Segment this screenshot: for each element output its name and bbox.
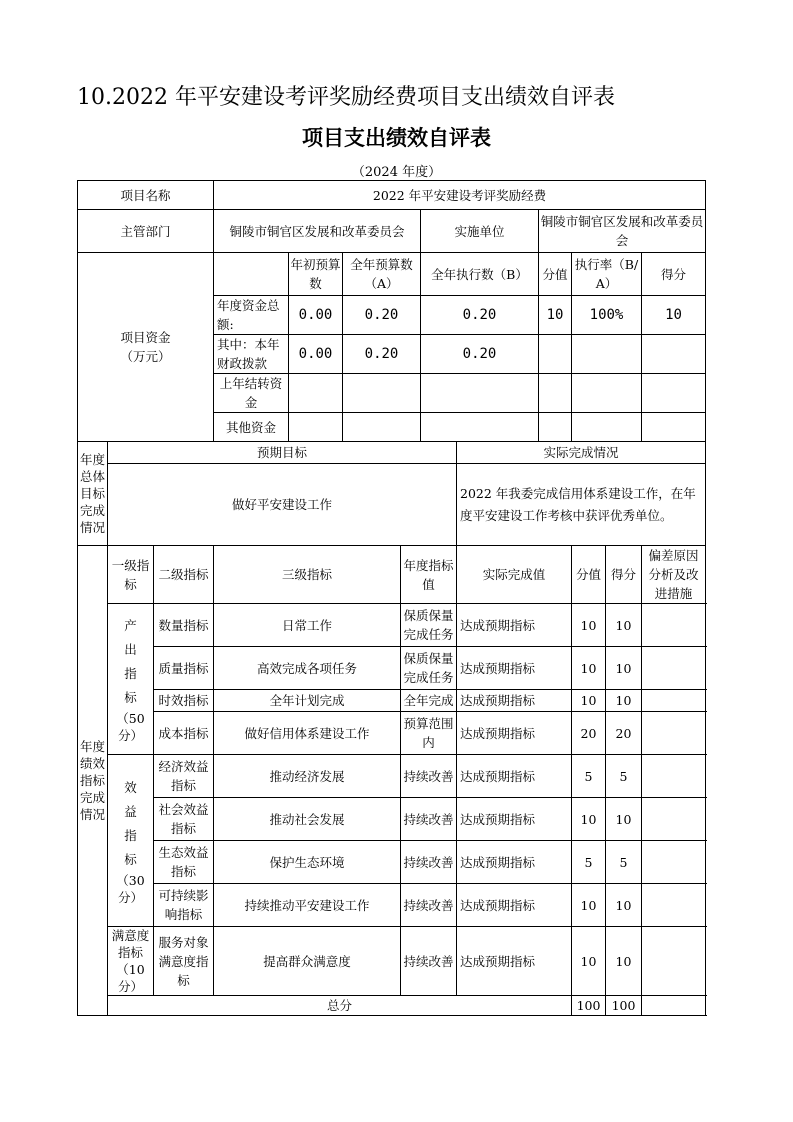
indicator-target: 持续改善 bbox=[401, 841, 457, 884]
department-row bbox=[78, 210, 706, 253]
satisfaction-indicator-label bbox=[108, 927, 154, 996]
funds-header-blank bbox=[214, 253, 289, 296]
dept-label: 主管部门 bbox=[78, 210, 214, 253]
indicator-actual: 达成预期指标 bbox=[457, 755, 572, 798]
impl-label: 实施单位 bbox=[421, 210, 539, 253]
indicator-target: 保质保量完成任务 bbox=[401, 647, 457, 690]
indicator-score-value: 10 bbox=[572, 927, 606, 996]
output-indicator-label bbox=[108, 604, 154, 755]
indicator-score-value: 5 bbox=[572, 841, 606, 884]
indicator-l3: 日常工作 bbox=[214, 604, 401, 647]
goals-expected: 做好平安建设工作 bbox=[108, 464, 457, 546]
indicator-l2: 时效指标 bbox=[154, 690, 214, 712]
funds-header-row bbox=[78, 253, 706, 296]
funds-total-score: 10 bbox=[642, 296, 706, 335]
indicator-actual: 达成预期指标 bbox=[457, 690, 572, 712]
indicator-row bbox=[78, 884, 706, 927]
indicator-score: 10 bbox=[606, 647, 642, 690]
indicator-l2: 数量指标 bbox=[154, 604, 214, 647]
indicator-score-value: 10 bbox=[572, 798, 606, 841]
indicator-target: 保质保量完成任务 bbox=[401, 604, 457, 647]
funds-head-full: 全年预算数（A） bbox=[343, 253, 421, 296]
document-title: 10.2022 年平安建设考评奖励经费项目支出绩效自评表 bbox=[77, 85, 615, 110]
indicator-l2: 质量指标 bbox=[154, 647, 214, 690]
indicator-l3: 全年计划完成 bbox=[214, 690, 401, 712]
indicator-reason bbox=[642, 798, 706, 841]
funds-fiscal-label: 其中：本年财政拨款 bbox=[214, 335, 289, 374]
indicator-l2: 经济效益指标 bbox=[154, 755, 214, 798]
indicator-score-value: 20 bbox=[572, 712, 606, 755]
indicator-l2: 可持续影响指标 bbox=[154, 884, 214, 927]
funds-total-score-value: 10 bbox=[539, 296, 572, 335]
project-name-row bbox=[78, 181, 706, 210]
indicator-target: 持续改善 bbox=[401, 755, 457, 798]
goals-actual: 2022 年我委完成信用体系建设工作，在年度平安建设工作考核中获评优秀单位。 bbox=[457, 464, 706, 546]
indicator-row bbox=[78, 927, 706, 996]
total-row bbox=[78, 996, 706, 1016]
indicator-actual: 达成预期指标 bbox=[457, 884, 572, 927]
benefit-label-text: 效益指标 bbox=[124, 779, 137, 867]
indicator-l3: 高效完成各项任务 bbox=[214, 647, 401, 690]
project-name-value: 2022 年平安建设考评奖励经费 bbox=[214, 181, 706, 210]
output-points-text: （50 分） bbox=[116, 711, 145, 743]
indicators-head-l1: 一级指标 bbox=[108, 546, 154, 604]
indicator-actual: 达成预期指标 bbox=[457, 841, 572, 884]
dept-value: 铜陵市铜官区发展和改革委员会 bbox=[214, 210, 421, 253]
indicators-head-score-value: 分值 bbox=[572, 546, 606, 604]
indicator-score: 10 bbox=[606, 690, 642, 712]
funds-head-score: 得分 bbox=[642, 253, 706, 296]
indicator-reason bbox=[642, 647, 706, 690]
indicator-score: 10 bbox=[606, 927, 642, 996]
indicator-score: 10 bbox=[606, 604, 642, 647]
indicator-row bbox=[78, 841, 706, 884]
indicator-reason bbox=[642, 690, 706, 712]
indicator-score-value: 5 bbox=[572, 755, 606, 798]
funds-label bbox=[78, 253, 214, 442]
funds-head-score-value: 分值 bbox=[539, 253, 572, 296]
satisfaction-label-text: 满意度指标 bbox=[111, 928, 150, 960]
satisfaction-points-text: （10 分） bbox=[116, 962, 145, 994]
indicators-head-target: 年度指标值 bbox=[401, 546, 457, 604]
indicator-l2: 生态效益指标 bbox=[154, 841, 214, 884]
indicators-head-l2: 二级指标 bbox=[154, 546, 214, 604]
funds-carryover-label: 上年结转资金 bbox=[214, 374, 289, 413]
indicator-score: 5 bbox=[606, 841, 642, 884]
indicators-head-score: 得分 bbox=[606, 546, 642, 604]
funds-total-rate: 100% bbox=[572, 296, 642, 335]
indicator-score-value: 10 bbox=[572, 690, 606, 712]
indicators-head-actual: 实际完成值 bbox=[457, 546, 572, 604]
funds-other-label: 其他资金 bbox=[214, 413, 289, 442]
funds-total-label: 年度资金总额: bbox=[214, 296, 289, 335]
indicator-l3: 持续推动平安建设工作 bbox=[214, 884, 401, 927]
indicator-actual: 达成预期指标 bbox=[457, 647, 572, 690]
indicator-score-value: 10 bbox=[572, 884, 606, 927]
indicator-actual: 达成预期指标 bbox=[457, 927, 572, 996]
performance-evaluation-table bbox=[77, 180, 706, 1016]
indicator-reason bbox=[642, 712, 706, 755]
indicators-section-label: 年度绩效指标完成情况 bbox=[78, 546, 108, 1016]
project-name-label: 项目名称 bbox=[78, 181, 214, 210]
indicators-head-reason: 偏差原因分析及改进措施 bbox=[642, 546, 706, 604]
indicator-l3: 提高群众满意度 bbox=[214, 927, 401, 996]
table-title: 项目支出绩效自评表 bbox=[302, 126, 491, 150]
funds-total-initial: 0.00 bbox=[289, 296, 343, 335]
indicator-row bbox=[78, 604, 706, 647]
funds-label-line2: （万元） bbox=[120, 349, 171, 364]
goals-label: 年度总体目标完成情况 bbox=[78, 442, 108, 546]
output-label-text: 产出指标 bbox=[124, 618, 137, 705]
impl-value: 铜陵市铜官区发展和改革委员会 bbox=[539, 210, 706, 253]
indicator-row bbox=[78, 647, 706, 690]
indicator-actual: 达成预期指标 bbox=[457, 712, 572, 755]
indicator-target: 全年完成 bbox=[401, 690, 457, 712]
funds-fiscal-full: 0.20 bbox=[343, 335, 421, 374]
funds-label-line1: 项目资金 bbox=[120, 330, 171, 345]
indicator-target: 预算范围内 bbox=[401, 712, 457, 755]
goals-expected-head: 预期目标 bbox=[108, 442, 457, 464]
report-year: （2024 年度） bbox=[351, 165, 442, 180]
indicator-l2: 成本指标 bbox=[154, 712, 214, 755]
indicators-header-row bbox=[78, 546, 706, 604]
total-score-value: 100 bbox=[572, 996, 606, 1016]
benefit-indicator-label bbox=[108, 755, 154, 927]
funds-total-exec: 0.20 bbox=[421, 296, 539, 335]
indicator-target: 持续改善 bbox=[401, 927, 457, 996]
indicator-target: 持续改善 bbox=[401, 884, 457, 927]
indicator-actual: 达成预期指标 bbox=[457, 604, 572, 647]
indicator-score-value: 10 bbox=[572, 647, 606, 690]
funds-head-exec: 全年执行数（B） bbox=[421, 253, 539, 296]
indicator-reason bbox=[642, 927, 706, 996]
indicator-l3: 保护生态环境 bbox=[214, 841, 401, 884]
benefit-points-text: （30 分） bbox=[116, 872, 145, 905]
indicator-reason bbox=[642, 841, 706, 884]
indicator-row bbox=[78, 712, 706, 755]
indicator-l3: 推动经济发展 bbox=[214, 755, 401, 798]
funds-head-rate: 执行率（B/A） bbox=[572, 253, 642, 296]
indicator-reason bbox=[642, 604, 706, 647]
indicator-l3: 做好信用体系建设工作 bbox=[214, 712, 401, 755]
indicator-score: 10 bbox=[606, 798, 642, 841]
indicator-l2: 服务对象满意度指标 bbox=[154, 927, 214, 996]
indicator-reason bbox=[642, 755, 706, 798]
indicator-score-value: 10 bbox=[572, 604, 606, 647]
indicator-score: 5 bbox=[606, 755, 642, 798]
funds-fiscal-initial: 0.00 bbox=[289, 335, 343, 374]
indicator-score: 10 bbox=[606, 884, 642, 927]
indicator-target: 持续改善 bbox=[401, 798, 457, 841]
indicator-l2: 社会效益指标 bbox=[154, 798, 214, 841]
goals-header-row bbox=[78, 442, 706, 464]
goals-actual-head: 实际完成情况 bbox=[457, 442, 706, 464]
total-score: 100 bbox=[606, 996, 642, 1016]
indicators-head-l3: 三级指标 bbox=[214, 546, 401, 604]
funds-fiscal-exec: 0.20 bbox=[421, 335, 539, 374]
indicator-l3: 推动社会发展 bbox=[214, 798, 401, 841]
total-label: 总分 bbox=[108, 996, 572, 1016]
indicator-reason bbox=[642, 884, 706, 927]
indicator-actual: 达成预期指标 bbox=[457, 798, 572, 841]
funds-head-initial: 年初预算数 bbox=[289, 253, 343, 296]
funds-total-full: 0.20 bbox=[343, 296, 421, 335]
indicator-score: 20 bbox=[606, 712, 642, 755]
goals-content-row bbox=[78, 464, 706, 546]
indicator-row bbox=[78, 755, 706, 798]
indicator-row bbox=[78, 690, 706, 712]
total-reason bbox=[642, 996, 706, 1016]
indicator-row bbox=[78, 798, 706, 841]
